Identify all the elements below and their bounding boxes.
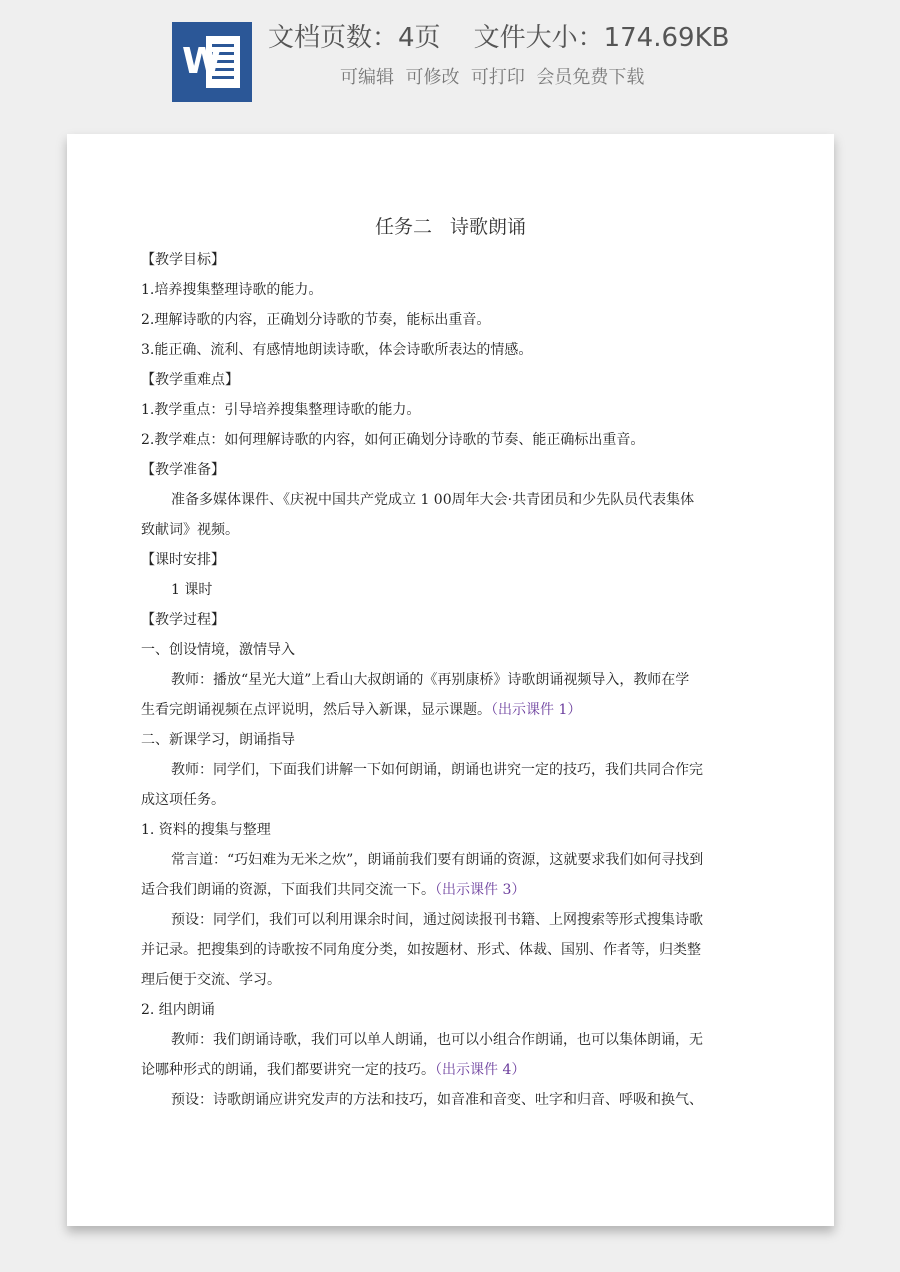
courseware-note: （出示课件 1） — [491, 702, 582, 718]
line-text: 【教学过程】 — [141, 612, 225, 628]
word-doc-icon — [172, 22, 252, 102]
document-line — [141, 698, 581, 722]
document-line — [141, 458, 225, 482]
line-text: 【教学目标】 — [141, 252, 225, 268]
line-text: 二、新课学习，朗诵指导 — [141, 732, 295, 748]
line-text: 并记录。把搜集到的诗歌按不同角度分类，如按题材、形式、体裁、国别、作者等，归类整 — [141, 942, 701, 958]
document-line — [141, 878, 525, 902]
doc-info-title: 文档页数：4页 文件大小：174.69KB — [268, 23, 730, 53]
line-text: 准备多媒体课件、《庆祝中国共产党成立 1 00周年大会·共青团员和少先队员代表集体 — [171, 492, 695, 508]
document-line — [141, 398, 420, 422]
document-line — [141, 1058, 525, 1082]
document-line — [171, 758, 703, 782]
line-text: 【教学重难点】 — [141, 372, 239, 388]
line-text: 2.教学难点：如何理解诗歌的内容，如何正确划分诗歌的节奏、能正确标出重音。 — [141, 432, 645, 448]
document-line — [141, 338, 532, 362]
document-title: 任务二 诗歌朗诵 — [374, 216, 527, 238]
line-text: 论哪种形式的朗诵，我们都要讲究一定的技巧。 — [141, 1062, 435, 1078]
line-text: 预设：诗歌朗诵应讲究发声的方法和技巧，如音准和音变、吐字和归音、呼吸和换气、 — [171, 1092, 703, 1108]
document-line — [141, 368, 239, 392]
line-text: 1.教学重点：引导培养搜集整理诗歌的能力。 — [141, 402, 421, 418]
document-line — [171, 1088, 703, 1112]
courseware-note: （出示课件 4） — [435, 1062, 526, 1078]
document-line — [141, 548, 225, 572]
download-banner — [0, 0, 900, 120]
line-text: 致献词》视频。 — [141, 522, 239, 538]
line-text: 3.能正确、流利、有感情地朗读诗歌，体会诗歌所表达的情感。 — [141, 342, 533, 358]
document-page — [67, 134, 834, 1226]
document-line — [171, 908, 703, 932]
document-line — [141, 518, 239, 542]
line-text: 适合我们朗诵的资源，下面我们共同交流一下。 — [141, 882, 435, 898]
line-text: 2. 组内朗诵 — [141, 1002, 215, 1018]
line-text: 1 课时 — [171, 582, 213, 598]
line-text: 生看完朗诵视频在点评说明，然后导入新课，显示课题。 — [141, 702, 491, 718]
line-text: 【课时安排】 — [141, 552, 225, 568]
document-line — [141, 728, 295, 752]
line-text: 教师：我们朗诵诗歌，我们可以单人朗诵，也可以小组合作朗诵，也可以集体朗诵，无 — [171, 1032, 703, 1048]
line-text: 1. 资料的搜集与整理 — [141, 822, 271, 838]
document-line — [141, 818, 271, 842]
line-text: 1.培养搜集整理诗歌的能力。 — [141, 282, 323, 298]
line-text: 预设：同学们，我们可以利用课余时间，通过阅读报刊书籍、上网搜索等形式搜集诗歌 — [171, 912, 703, 928]
document-line — [141, 638, 295, 662]
line-text: 理后便于交流、学习。 — [141, 972, 281, 988]
document-line — [141, 788, 225, 812]
document-line — [141, 968, 281, 992]
document-line — [141, 278, 322, 302]
document-line — [141, 608, 225, 632]
document-line — [171, 578, 212, 602]
document-line — [141, 938, 701, 962]
line-text: 【教学准备】 — [141, 462, 225, 478]
doc-info-subtitle: 可编辑 可修改 可打印 会员免费下载 — [340, 67, 645, 88]
document-line — [171, 848, 703, 872]
document-line — [141, 248, 225, 272]
line-text: 教师：播放“星光大道”上看山大叔朗诵的《再别康桥》诗歌朗诵视频导入，教师在学 — [171, 672, 690, 688]
document-line — [171, 668, 689, 692]
document-line — [171, 488, 694, 512]
document-line — [141, 308, 490, 332]
document-line — [141, 998, 215, 1022]
line-text: 2.理解诗歌的内容，正确划分诗歌的节奏，能标出重音。 — [141, 312, 491, 328]
courseware-note: （出示课件 3） — [435, 882, 526, 898]
line-text: 教师：同学们，下面我们讲解一下如何朗诵，朗诵也讲究一定的技巧，我们共同合作完 — [171, 762, 703, 778]
word-letter: W — [182, 41, 222, 82]
document-line — [171, 1028, 703, 1052]
line-text: 一、创设情境，激情导入 — [141, 642, 295, 658]
line-text: 常言道：“巧妇难为无米之炊”，朗诵前我们要有朗诵的资源，这就要求我们如何寻找到 — [171, 852, 704, 868]
document-line — [141, 428, 644, 452]
line-text: 成这项任务。 — [141, 792, 225, 808]
